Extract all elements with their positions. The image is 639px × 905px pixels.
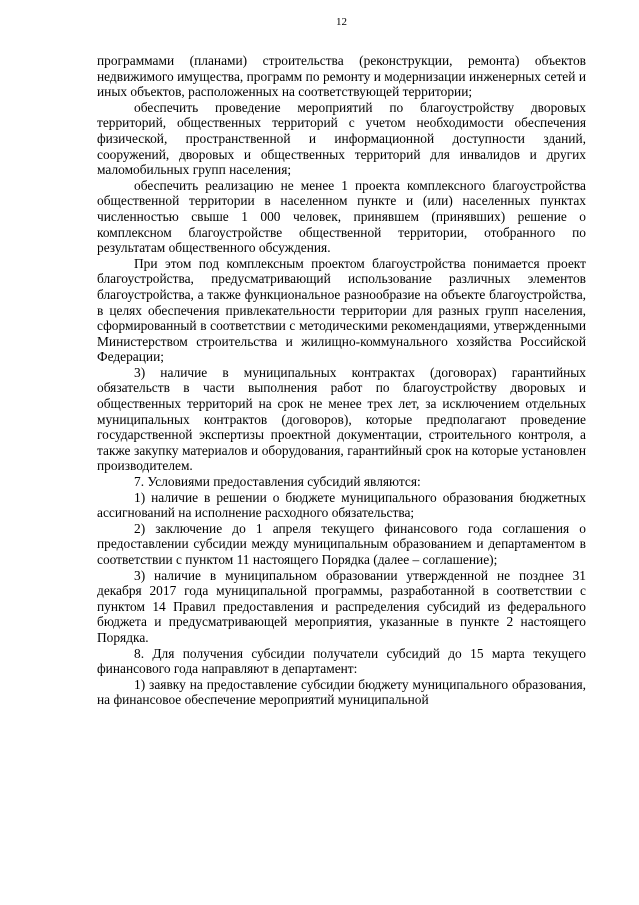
paragraph-6: 7. Условиями предоставления субсидий являются: [134,474,421,490]
paragraph-1: программами (планами) строительства (реконструкции, ремонта) объектов недвижимого имущества, программ по ремонту и модернизации инженерных сетей и иных объектов, расположенных на соответствующей территории; [97,53,586,100]
paragraph-10: 8. Для получения субсидии получатели субсидий до 15 марта текущего финансового года направляют в департамент: [97,645,586,677]
paragraph-4: При этом под комплексным проектом благоустройства понимается проект благоустройства, предусматривающий использование различных элементов благоустройства, а также функциональное разнообразие на объекте благоустройства, в целях обеспечения привлекательности территории для разных групп населения, сформированный в соответствии с методическими рекомендациями, утвержденными Министерством строительства и жилищно-коммунального хозяйства Российской Федерации; [97,255,586,365]
paragraph-7: 1) наличие в решении о бюджете муниципального образования бюджетных ассигнований на исполнение расходного обязательства; [97,489,586,521]
paragraph-11: 1) заявку на предоставление субсидии бюджету муниципального образования, на финансовое обеспечение мероприятий муниципальной [97,676,586,708]
page-number: 12 [336,16,347,28]
paragraph-2: обеспечить проведение мероприятий по благоустройству дворовых территорий, общественных территорий с учетом необходимости обеспечения физической, пространственной и информационной доступности зданий, сооружений, дворовых и общественных территорий для инвалидов и других маломобильных групп населения; [97,99,586,178]
paragraph-3: обеспечить реализацию не менее 1 проекта комплексного благоустройства общественной территории в населенном пункте и (или) населенных пунктах численностью свыше 1 000 человек, принявшем (принявших) решение о комплексном благоустройстве общественной территории, отобранного по результатам общественного обсуждения. [97,177,586,256]
paragraph-9: 3) наличие в муниципальном образовании утвержденной не позднее 31 декабря 2017 года муниципальной программы, разработанной в соответствии с пунктом 14 Правил предоставления и распределения субсидий из федерального бюджета и предусматривающей мероприятия, указанные в пункте 2 настоящего Порядка. [97,567,586,645]
body-text [97,53,586,708]
paragraph-8: 2) заключение до 1 апреля текущего финансового года соглашения о предоставлении субсидии между муниципальным образованием и департаментом в соответствии с пунктом 11 настоящего Порядка (далее – соглашение); [97,520,586,567]
paragraph-5: 3) наличие в муниципальных контрактах (договорах) гарантийных обязательств в части выполнения работ по благоустройству дворовых и общественных территорий на срок не менее трех лет, за исключением отдельных муниципальных контрактов (договоров), которые предполагают проведение государственной экспертизы проектной документации, строительного контроля, а также закупку материалов и оборудования, гарантийный срок на которые установлен производителем. [97,364,586,474]
